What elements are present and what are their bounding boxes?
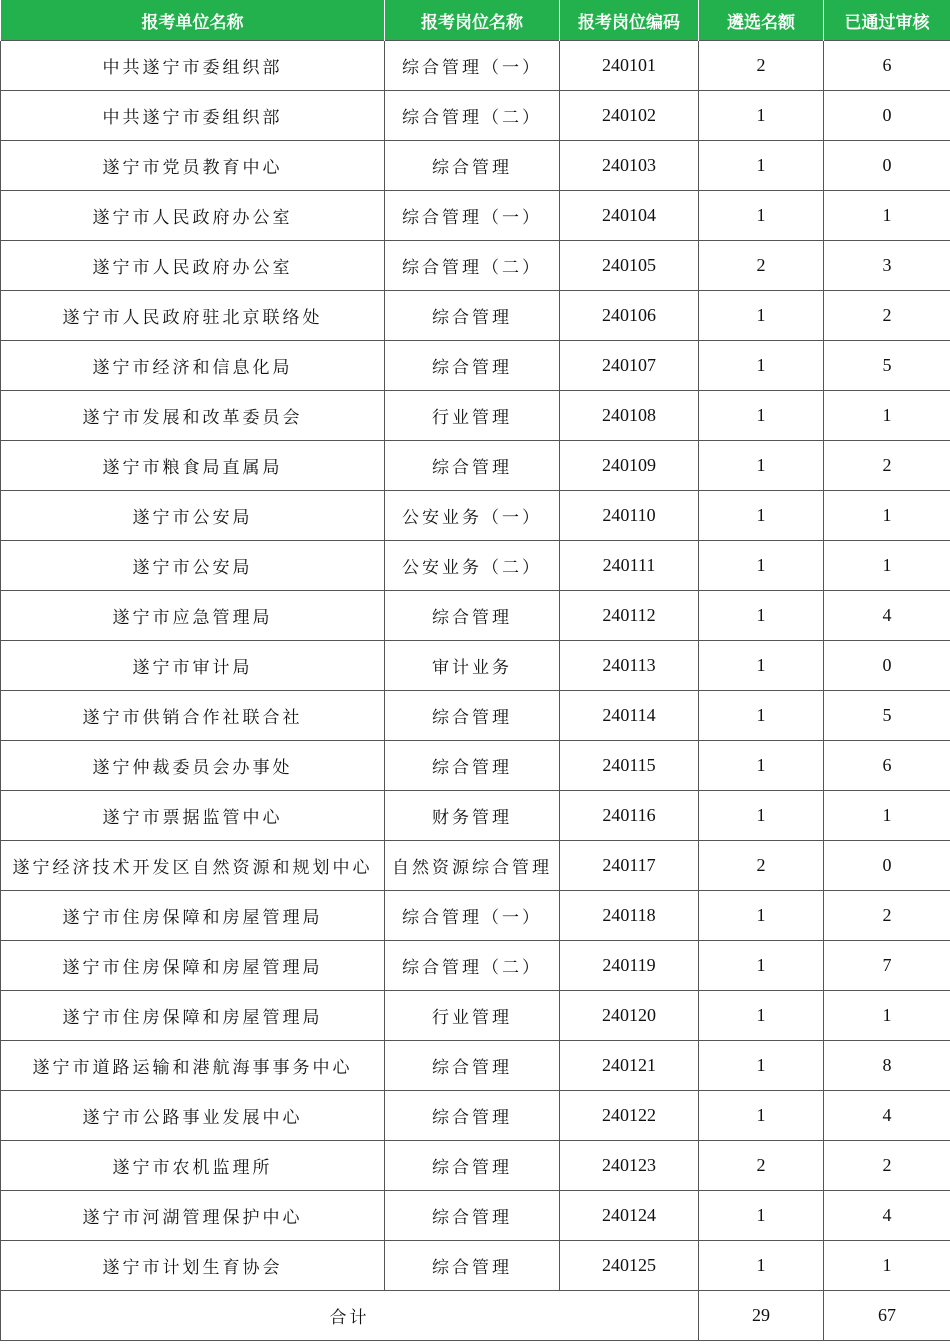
unit-name-cell: 中共遂宁市委组织部 bbox=[1, 91, 385, 141]
header-unit-name: 报考单位名称 bbox=[1, 0, 385, 41]
table-row bbox=[1, 741, 950, 791]
quota-cell: 1 bbox=[699, 1041, 824, 1091]
post-name-cell: 综合管理 bbox=[385, 141, 560, 191]
table-row bbox=[1, 541, 950, 591]
table-row bbox=[1, 1191, 950, 1241]
table-row bbox=[1, 641, 950, 691]
table-row bbox=[1, 591, 950, 641]
approved-cell: 4 bbox=[824, 1191, 950, 1241]
table-body bbox=[1, 41, 950, 1341]
unit-name-cell: 遂宁市公安局 bbox=[1, 541, 385, 591]
unit-name-cell: 遂宁市河湖管理保护中心 bbox=[1, 1191, 385, 1241]
quota-cell: 1 bbox=[699, 591, 824, 641]
table-row bbox=[1, 141, 950, 191]
header-row bbox=[1, 0, 950, 41]
quota-cell: 1 bbox=[699, 1241, 824, 1291]
unit-name-cell: 遂宁市公安局 bbox=[1, 491, 385, 541]
quota-cell: 2 bbox=[699, 841, 824, 891]
post-code-cell: 240104 bbox=[560, 191, 699, 241]
post-name-cell: 综合管理（二） bbox=[385, 91, 560, 141]
approved-cell: 5 bbox=[824, 341, 950, 391]
post-name-cell: 综合管理 bbox=[385, 1191, 560, 1241]
table-row bbox=[1, 941, 950, 991]
approved-cell: 2 bbox=[824, 441, 950, 491]
approved-cell: 0 bbox=[824, 841, 950, 891]
post-name-cell: 综合管理 bbox=[385, 441, 560, 491]
unit-name-cell: 遂宁仲裁委员会办事处 bbox=[1, 741, 385, 791]
approved-cell: 0 bbox=[824, 641, 950, 691]
table-row bbox=[1, 191, 950, 241]
unit-name-cell: 遂宁市住房保障和房屋管理局 bbox=[1, 941, 385, 991]
post-name-cell: 自然资源综合管理 bbox=[385, 841, 560, 891]
post-name-cell: 综合管理 bbox=[385, 1141, 560, 1191]
post-name-cell: 综合管理 bbox=[385, 341, 560, 391]
post-name-cell: 综合管理 bbox=[385, 1091, 560, 1141]
post-name-cell: 综合管理（二） bbox=[385, 241, 560, 291]
table-row bbox=[1, 491, 950, 541]
approved-cell: 0 bbox=[824, 141, 950, 191]
post-code-cell: 240120 bbox=[560, 991, 699, 1041]
post-code-cell: 240113 bbox=[560, 641, 699, 691]
approved-cell: 4 bbox=[824, 591, 950, 641]
header-post-code: 报考岗位编码 bbox=[560, 0, 699, 41]
post-name-cell: 综合管理（一） bbox=[385, 891, 560, 941]
table-row bbox=[1, 41, 950, 91]
unit-name-cell: 遂宁市计划生育协会 bbox=[1, 1241, 385, 1291]
unit-name-cell: 遂宁市农机监理所 bbox=[1, 1141, 385, 1191]
post-code-cell: 240114 bbox=[560, 691, 699, 741]
post-code-cell: 240116 bbox=[560, 791, 699, 841]
unit-name-cell: 遂宁市公路事业发展中心 bbox=[1, 1091, 385, 1141]
quota-cell: 1 bbox=[699, 441, 824, 491]
quota-cell: 1 bbox=[699, 1191, 824, 1241]
table-row bbox=[1, 891, 950, 941]
table-row bbox=[1, 91, 950, 141]
unit-name-cell: 遂宁市住房保障和房屋管理局 bbox=[1, 891, 385, 941]
quota-cell: 1 bbox=[699, 191, 824, 241]
post-code-cell: 240103 bbox=[560, 141, 699, 191]
table-row bbox=[1, 1091, 950, 1141]
approved-cell: 1 bbox=[824, 491, 950, 541]
approved-cell: 1 bbox=[824, 191, 950, 241]
post-code-cell: 240124 bbox=[560, 1191, 699, 1241]
post-name-cell: 综合管理（一） bbox=[385, 191, 560, 241]
unit-name-cell: 遂宁市道路运输和港航海事事务中心 bbox=[1, 1041, 385, 1091]
quota-cell: 1 bbox=[699, 891, 824, 941]
post-name-cell: 综合管理 bbox=[385, 691, 560, 741]
quota-cell: 2 bbox=[699, 41, 824, 91]
table-row bbox=[1, 391, 950, 441]
total-approved: 67 bbox=[824, 1291, 950, 1341]
header-approved: 已通过审核 bbox=[824, 0, 950, 41]
quota-cell: 1 bbox=[699, 791, 824, 841]
header-post-name: 报考岗位名称 bbox=[385, 0, 560, 41]
table-row bbox=[1, 841, 950, 891]
post-code-cell: 240101 bbox=[560, 41, 699, 91]
approved-cell: 1 bbox=[824, 991, 950, 1041]
unit-name-cell: 遂宁市审计局 bbox=[1, 641, 385, 691]
post-code-cell: 240102 bbox=[560, 91, 699, 141]
post-name-cell: 行业管理 bbox=[385, 991, 560, 1041]
quota-cell: 1 bbox=[699, 391, 824, 441]
unit-name-cell: 遂宁市人民政府办公室 bbox=[1, 191, 385, 241]
approved-cell: 1 bbox=[824, 1241, 950, 1291]
table-row bbox=[1, 1241, 950, 1291]
quota-cell: 1 bbox=[699, 541, 824, 591]
approved-cell: 2 bbox=[824, 1141, 950, 1191]
quota-cell: 1 bbox=[699, 741, 824, 791]
unit-name-cell: 遂宁市应急管理局 bbox=[1, 591, 385, 641]
post-code-cell: 240115 bbox=[560, 741, 699, 791]
table-row bbox=[1, 341, 950, 391]
quota-cell: 1 bbox=[699, 91, 824, 141]
table-row bbox=[1, 291, 950, 341]
approved-cell: 5 bbox=[824, 691, 950, 741]
unit-name-cell: 遂宁市经济和信息化局 bbox=[1, 341, 385, 391]
approved-cell: 4 bbox=[824, 1091, 950, 1141]
post-code-cell: 240108 bbox=[560, 391, 699, 441]
total-row bbox=[1, 1291, 950, 1341]
quota-cell: 2 bbox=[699, 1141, 824, 1191]
post-name-cell: 综合管理 bbox=[385, 591, 560, 641]
approved-cell: 6 bbox=[824, 741, 950, 791]
approved-cell: 1 bbox=[824, 391, 950, 441]
post-code-cell: 240111 bbox=[560, 541, 699, 591]
unit-name-cell: 中共遂宁市委组织部 bbox=[1, 41, 385, 91]
approved-cell: 6 bbox=[824, 41, 950, 91]
post-name-cell: 综合管理（一） bbox=[385, 41, 560, 91]
table-row bbox=[1, 1141, 950, 1191]
post-name-cell: 综合管理 bbox=[385, 741, 560, 791]
unit-name-cell: 遂宁市供销合作社联合社 bbox=[1, 691, 385, 741]
post-name-cell: 综合管理 bbox=[385, 291, 560, 341]
post-code-cell: 240123 bbox=[560, 1141, 699, 1191]
unit-name-cell: 遂宁市党员教育中心 bbox=[1, 141, 385, 191]
post-name-cell: 公安业务（一） bbox=[385, 491, 560, 541]
post-code-cell: 240112 bbox=[560, 591, 699, 641]
post-code-cell: 240121 bbox=[560, 1041, 699, 1091]
table-row bbox=[1, 791, 950, 841]
unit-name-cell: 遂宁市人民政府驻北京联络处 bbox=[1, 291, 385, 341]
quota-cell: 1 bbox=[699, 1091, 824, 1141]
table-row bbox=[1, 991, 950, 1041]
post-code-cell: 240125 bbox=[560, 1241, 699, 1291]
post-code-cell: 240119 bbox=[560, 941, 699, 991]
quota-cell: 1 bbox=[699, 491, 824, 541]
post-code-cell: 240109 bbox=[560, 441, 699, 491]
quota-cell: 1 bbox=[699, 341, 824, 391]
quota-cell: 1 bbox=[699, 941, 824, 991]
post-code-cell: 240106 bbox=[560, 291, 699, 341]
quota-cell: 1 bbox=[699, 691, 824, 741]
quota-cell: 1 bbox=[699, 141, 824, 191]
approved-cell: 1 bbox=[824, 791, 950, 841]
unit-name-cell: 遂宁市粮食局直属局 bbox=[1, 441, 385, 491]
post-code-cell: 240122 bbox=[560, 1091, 699, 1141]
approved-cell: 2 bbox=[824, 891, 950, 941]
post-name-cell: 综合管理（二） bbox=[385, 941, 560, 991]
table-row bbox=[1, 1041, 950, 1091]
approved-cell: 2 bbox=[824, 291, 950, 341]
table-row bbox=[1, 241, 950, 291]
post-name-cell: 行业管理 bbox=[385, 391, 560, 441]
quota-cell: 2 bbox=[699, 241, 824, 291]
post-name-cell: 综合管理 bbox=[385, 1041, 560, 1091]
total-label: 合计 bbox=[1, 1291, 699, 1341]
table-row bbox=[1, 441, 950, 491]
unit-name-cell: 遂宁经济技术开发区自然资源和规划中心 bbox=[1, 841, 385, 891]
post-code-cell: 240110 bbox=[560, 491, 699, 541]
approved-cell: 1 bbox=[824, 541, 950, 591]
unit-name-cell: 遂宁市发展和改革委员会 bbox=[1, 391, 385, 441]
post-name-cell: 财务管理 bbox=[385, 791, 560, 841]
post-code-cell: 240105 bbox=[560, 241, 699, 291]
quota-cell: 1 bbox=[699, 641, 824, 691]
post-name-cell: 公安业务（二） bbox=[385, 541, 560, 591]
header-quota: 遴选名额 bbox=[699, 0, 824, 41]
approved-cell: 3 bbox=[824, 241, 950, 291]
unit-name-cell: 遂宁市住房保障和房屋管理局 bbox=[1, 991, 385, 1041]
total-quota: 29 bbox=[699, 1291, 824, 1341]
table-header bbox=[1, 0, 950, 41]
approved-cell: 7 bbox=[824, 941, 950, 991]
quota-cell: 1 bbox=[699, 291, 824, 341]
approved-cell: 8 bbox=[824, 1041, 950, 1091]
post-name-cell: 审计业务 bbox=[385, 641, 560, 691]
post-code-cell: 240117 bbox=[560, 841, 699, 891]
table-row bbox=[1, 691, 950, 741]
approved-cell: 0 bbox=[824, 91, 950, 141]
post-code-cell: 240118 bbox=[560, 891, 699, 941]
post-code-cell: 240107 bbox=[560, 341, 699, 391]
unit-name-cell: 遂宁市人民政府办公室 bbox=[1, 241, 385, 291]
post-name-cell: 综合管理 bbox=[385, 1241, 560, 1291]
unit-name-cell: 遂宁市票据监管中心 bbox=[1, 791, 385, 841]
quota-cell: 1 bbox=[699, 991, 824, 1041]
